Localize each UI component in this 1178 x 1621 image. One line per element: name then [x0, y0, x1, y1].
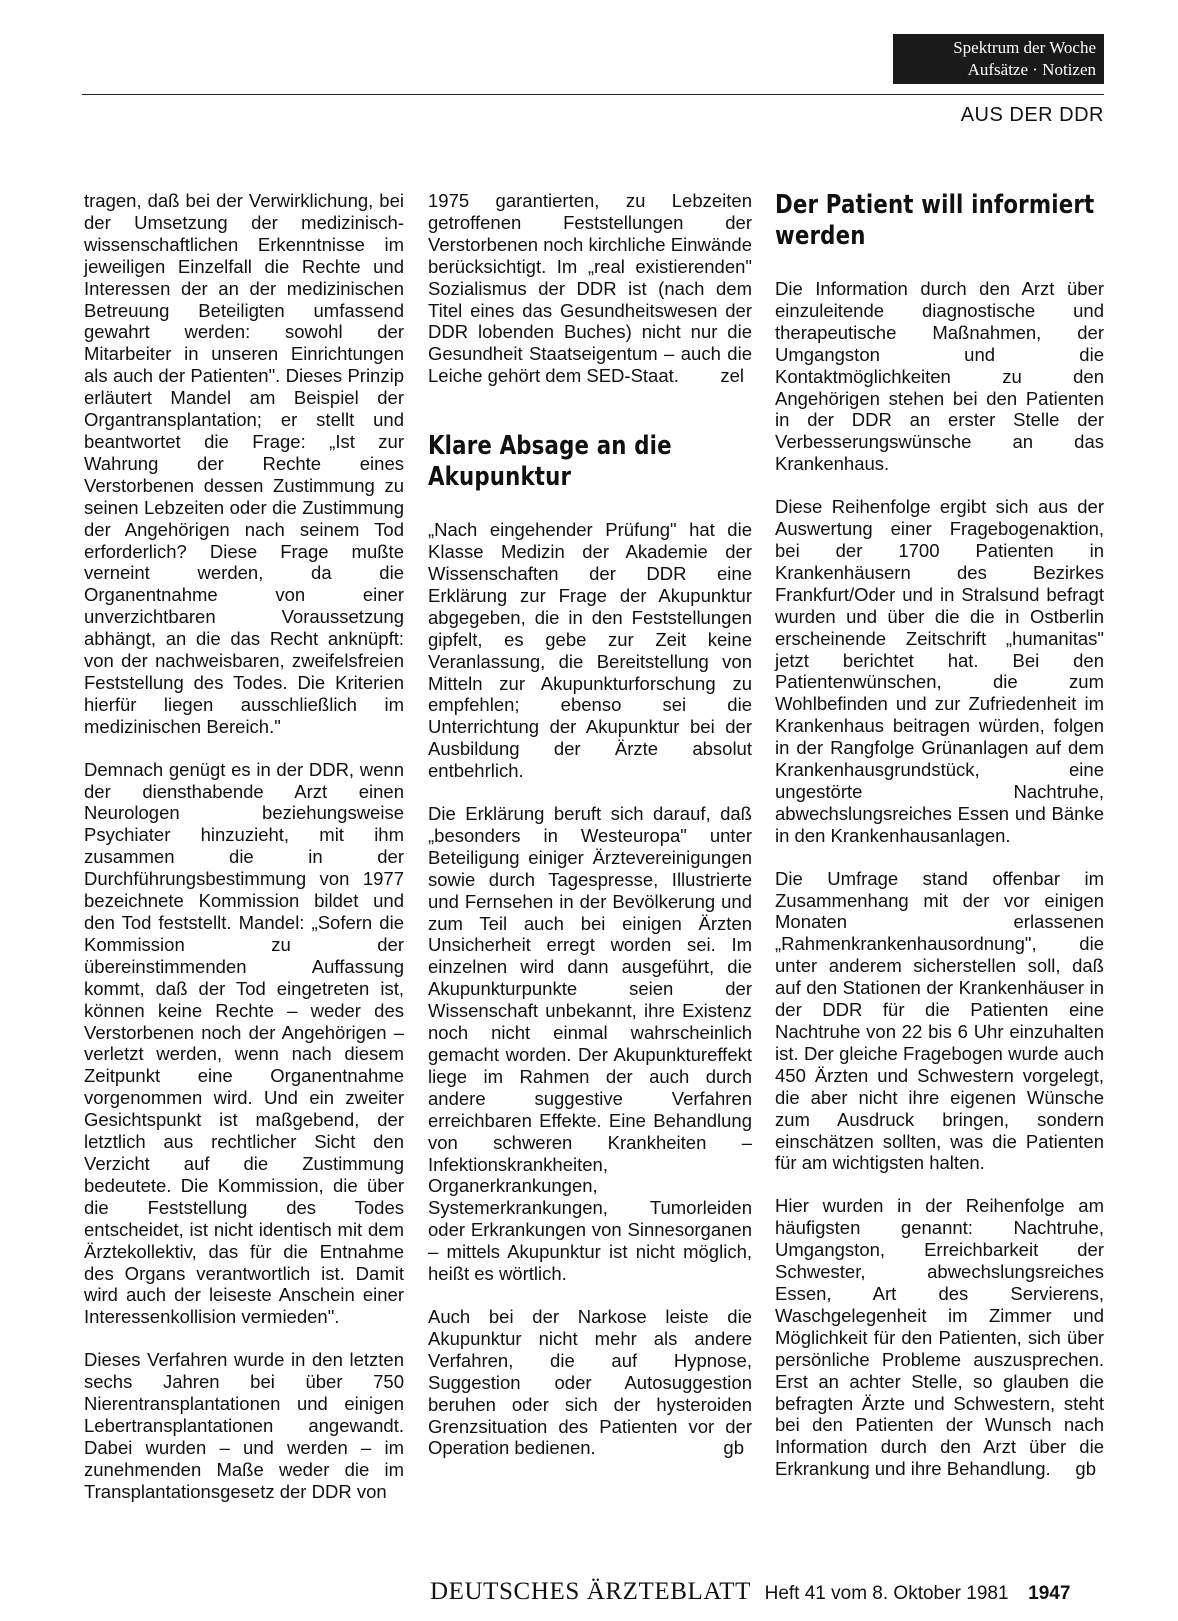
section-label-line1: Spektrum der Woche — [953, 38, 1096, 57]
paragraph-text: Auch bei der Narkose leiste die Akupunktur nicht mehr als andere Verfahren, die auf Hypnose, Suggestion oder Autosuggestion beruhen oder sich der hysteroiden Grenzsituation des Patienten vor der Operation bedienen. — [428, 1305, 752, 1459]
issue-info: Heft 41 vom 8. Oktober 1981 — [764, 1583, 1009, 1604]
paragraph-with-signature — [775, 1195, 1104, 1480]
page-number: 1947 — [1028, 1583, 1071, 1604]
paragraph: tragen, daß bei der Verwirklichung, bei der Umsetzung der medizinisch-wissenschaftlichen Erkenntnisse im jeweiligen Einzelfall die Rechte und Interessen der an der medizinischen Betreuung Beteiligten umfassend gewahrt werden: sowohl der Mitarbeiter in unseren Einrichtungen als auch der Patienten". Dieses Prinzip erläutert Mandel am Beispiel der Organtransplantation; er stellt und beantwortet die Frage: „Ist zur Wahrung der Rechte eines Verstorbenen dessen Zustimmung zu seinen Lebzeiten oder die Zustimmung der Angehörigen nach seinem Tod erforderlich? Diese Frage mußte verneint werden, da die Organentnahme von einer unverzichtbaren Voraussetzung abhängt, an die das Recht anknüpft: von der nachweisbaren, zweifelsfreien Feststellung des Todes. Die Kriterien hierfür liegen ausschließlich im medizinischen Bereich." — [84, 190, 404, 737]
paragraph: Diese Reihenfolge ergibt sich aus der Auswertung einer Fragebogenaktion, bei der 1700 Patienten in Krankenhäusern des Bezirkes Frankfurt/Oder und in Stralsund befragt wurden und über die die in Ostberlin erscheinende Zeitschrift „humanitas" jetzt berichtet hat. Bei den Patientenwünschen, die zum Wohlbefinden und zur Zufriedenheit im Krankenhaus beitragen würden, folgen in der Rangfolge Grünanlagen auf dem Krankenhausgrundstück, eine ungestörte Nachtruhe, abwechslungsreiches Essen und Bänke in den Krankenhausanlagen. — [775, 496, 1104, 846]
column-3 — [775, 190, 1104, 1480]
journal-name: DEUTSCHES ÄRZTEBLATT — [430, 1578, 752, 1605]
paragraph: Die Information durch den Arzt über einzuleitende diagnostische und therapeutische Maßnahmen, der Umgangston und die Kontaktmöglichkeiten zu den Angehörigen stehen bei den Patienten in der DDR an erster Stelle der Verbesserungswünsche an das Krankenhaus. — [775, 278, 1104, 475]
paragraph: Die Erklärung beruft sich darauf, daß „besonders in Westeuropa" unter Beteiligung einiger Ärztevereinigungen sowie durch Tagespresse, Illustrierte und Fernsehen in der Bevölkerung und zum Teil auch bei einigen Ärzten Unsicherheit erregt worden sei. Im einzelnen wird dann ausgeführt, die Akupunkturpunkte seien der Wissenschaft unbekannt, ihre Existenz noch nicht einmal wahrscheinlich gemacht worden. Der Akupunktureffekt liege im Rahmen der auch durch andere suggestive Verfahren erreichbaren Effekte. Eine Behandlung von schweren Krankheiten – Infektionskrankheiten, Organerkrankungen, Systemerkrankungen, Tumorleiden oder Erkrankungen von Sinnesorganen – mittels Akupunktur ist nicht möglich, heißt es wörtlich. — [428, 803, 752, 1285]
paragraph: Dieses Verfahren wurde in den letzten sechs Jahren bei über 750 Nierentransplantationen und einigen Lebertransplantationen angewandt. Dabei wurden – und werden – im zunehmenden Maße weder die im Transplantationsgesetz der DDR von — [84, 1349, 404, 1502]
section-label-box — [893, 34, 1104, 84]
paragraph: „Nach eingehender Prüfung" hat die Klasse Medizin der Akademie der Wissenschaften der DDR eine Erklärung zur Frage der Akupunktur abgegeben, die in den Feststellungen gipfelt, es gebe zur Zeit keine Veranlassung, die Bereitstellung von Mitteln zur Akupunkturforschung zu empfehlen; ebenso sei die Unterrichtung der Akupunktur bei der Ausbildung der Ärzte absolut entbehrlich. — [428, 519, 752, 782]
header-rule — [82, 94, 1104, 95]
column-1 — [84, 190, 404, 1503]
paragraph: Die Umfrage stand offenbar im Zusammenhang mit der vor einigen Monaten erlassenen „Rahmenkrankenhausordnung", die unter anderem sicherstellen soll, daß auf den Stationen der Krankenhäuser in der DDR für die Patienten eine Nachtruhe von 22 bis 6 Uhr einzuhalten ist. Der gleiche Fragebogen wurde auch 450 Ärzten und Schwestern vorgelegt, die aber nicht ihre eigenen Wünsche zum Ausdruck bringen, sondern einschätzen sollten, was die Patienten für am wichtigsten halten. — [775, 867, 1104, 1174]
paragraph-with-signature — [428, 1306, 752, 1459]
section-label-line2: Aufsätze · Notizen — [967, 60, 1096, 79]
column-2 — [428, 190, 752, 1459]
paragraph-text: Hier wurden in der Reihenfolge am häufigsten genannt: Nachtruhe, Umgangston, Erreichbarkeit der Schwester, abwechslungsreiches Essen, Art des Servierens, Waschgelegenheit im Zimmer und Möglichkeit für den Patienten, sich über persönliche Probleme auszusprechen. Erst an achter Stelle, so glauben die befragten Ärzte und Schwestern, steht bei den Patienten der Wunsch nach Information durch den Arzt über die Erkrankung und ihre Behandlung. — [775, 1195, 1104, 1480]
page-footer — [430, 1578, 1070, 1606]
paragraph: Demnach genügt es in der DDR, wenn der diensthabende Arzt einen Neurologen beziehungsweise Psychiater hinzuzieht, mit ihm zusammen die in der Durchführungsbestimmung von 1977 bezeichnete Kommission bildet und den Tod feststellt. Mandel: „Sofern die Kommission zu der übereinstimmenden Auffassung kommt, daß der Tod eingetreten ist, können keine Rechte – weder des Verstorbenen noch der Angehörigen – verletzt werden, wenn nach diesem Zeitpunkt eine Organentnahme vorgenommen wird. Und ein zweiter Gesichtspunkt ist maßgebend, der letztlich aus rechtlicher Sicht den Verzicht auf die Zustimmung bedeutete. Die Kommission, die über die Feststellung des Todes entscheidet, ist nicht identisch mit dem Ärztekollektiv, das für die Entnahme des Organs verantwortlich ist. Damit wird auch der leiseste Anschein einer Interessenkollision vermieden". — [84, 758, 404, 1328]
article-headline: Klare Absage an die Akupunktur — [428, 431, 672, 493]
author-signature: zel — [720, 365, 744, 387]
rubric-label: AUS DER DDR — [960, 104, 1104, 126]
author-signature: gb — [723, 1437, 744, 1459]
paragraph-text: 1975 garantierten, zu Lebzeiten getroffenen Feststellungen der Verstorbenen noch kirchliche Einwände berücksichtigt. Im „real existierenden" Sozialismus der DDR ist (nach dem Titel eines das Gesundheitswesen der DDR lobenden Buches) nicht nur die Gesundheit Staatseigentum – auch die Leiche gehört dem SED-Staat. — [428, 190, 752, 387]
article-headline: Der Patient will informiert werden — [775, 190, 1095, 251]
author-signature: gb — [1075, 1458, 1096, 1480]
paragraph-with-signature — [428, 190, 752, 387]
